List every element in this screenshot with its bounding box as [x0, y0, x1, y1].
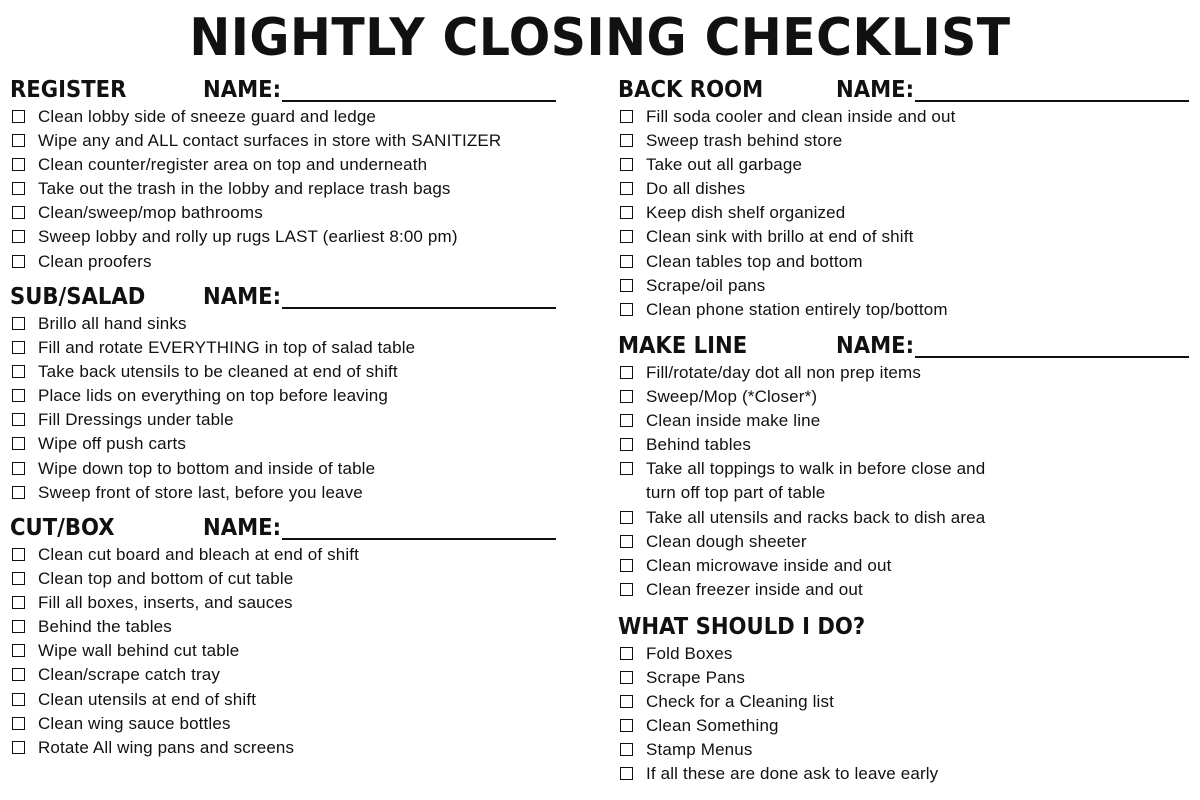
section-header	[10, 75, 580, 105]
checkbox[interactable]	[620, 671, 633, 684]
checklist-item: Clean sink with brillo at end of shift	[618, 225, 1193, 249]
section-title-cut-box: CUT/BOX	[10, 515, 115, 541]
checklist-item: Check for a Cleaning list	[618, 690, 1193, 714]
checklist-item: Wipe wall behind cut table	[10, 639, 580, 663]
name-label: NAME:	[836, 77, 915, 103]
checklist-item: Clean wing sauce bottles	[10, 712, 580, 736]
name-label: NAME:	[203, 515, 282, 541]
checklist-item: Brillo all hand sinks	[10, 312, 580, 336]
checkbox[interactable]	[620, 583, 633, 596]
checklist-item: Clean tables top and bottom	[618, 250, 1193, 274]
checklist-item: Sweep trash behind store	[618, 129, 1193, 153]
checklist-item: Take out the trash in the lobby and replace trash bags	[10, 177, 580, 201]
section-header	[618, 612, 1193, 642]
checkbox[interactable]	[12, 693, 25, 706]
sub-salad-section	[10, 282, 580, 505]
checklist-item: Stamp Menus	[618, 738, 1193, 762]
checklist-item: Fill and rotate EVERYTHING in top of salad table	[10, 336, 580, 360]
what-should-i-do-section	[618, 612, 1193, 787]
checklist-item: Do all dishes	[618, 177, 1193, 201]
checkbox[interactable]	[12, 741, 25, 754]
checkbox[interactable]	[620, 303, 633, 316]
checkbox[interactable]	[620, 719, 633, 732]
checkbox[interactable]	[12, 486, 25, 499]
checkbox[interactable]	[620, 559, 633, 572]
name-field-cut-box[interactable]	[282, 538, 556, 540]
checklist-item: Rotate All wing pans and screens	[10, 736, 580, 760]
checklist-item: Sweep front of store last, before you leave	[10, 481, 580, 505]
item-text-line1: Take all toppings to walk in before close and	[646, 459, 986, 479]
checkbox[interactable]	[620, 110, 633, 123]
checkbox[interactable]	[620, 182, 633, 195]
checklist-item: Wipe any and ALL contact surfaces in store with SANITIZER	[10, 129, 580, 153]
checklist-item: Scrape Pans	[618, 666, 1193, 690]
make-line-section	[618, 331, 1193, 602]
back-room-section	[618, 75, 1193, 322]
checkbox[interactable]	[12, 437, 25, 450]
checklist-item	[618, 457, 1193, 505]
name-label: NAME:	[836, 333, 915, 359]
section-header	[618, 75, 1193, 105]
checkbox[interactable]	[12, 644, 25, 657]
cut-box-section	[10, 513, 580, 760]
checklist-item: Sweep/Mop (*Closer*)	[618, 385, 1193, 409]
checklist-item: Wipe down top to bottom and inside of table	[10, 457, 580, 481]
checkbox[interactable]	[12, 668, 25, 681]
checkbox[interactable]	[12, 548, 25, 561]
checklist-item: Wipe off push carts	[10, 432, 580, 456]
checklist-item: Fill soda cooler and clean inside and out	[618, 105, 1193, 129]
checklist-item: Keep dish shelf organized	[618, 201, 1193, 225]
name-field-back-room[interactable]	[915, 100, 1189, 102]
checkbox[interactable]	[12, 230, 25, 243]
checkbox[interactable]	[12, 462, 25, 475]
checklist-item: Clean proofers	[10, 250, 580, 274]
checkbox[interactable]	[620, 695, 633, 708]
section-title-what-should-i-do: WHAT SHOULD I DO?	[618, 614, 866, 640]
checklist-item: Clean/sweep/mop bathrooms	[10, 201, 580, 225]
checklist-item: Clean Something	[618, 714, 1193, 738]
checkbox[interactable]	[620, 206, 633, 219]
checklist-item: Clean inside make line	[618, 409, 1193, 433]
checklist-item: Clean microwave inside and out	[618, 554, 1193, 578]
checklist-item: Take out all garbage	[618, 153, 1193, 177]
checklist-item: If all these are done ask to leave early	[618, 762, 1193, 786]
section-title-sub-salad: SUB/SALAD	[10, 284, 146, 310]
name-field-sub-salad[interactable]	[282, 307, 556, 309]
checkbox[interactable]	[12, 596, 25, 609]
checklist-item: Fold Boxes	[618, 642, 1193, 666]
checkbox[interactable]	[12, 317, 25, 330]
checklist-item: Clean cut board and bleach at end of shift	[10, 543, 580, 567]
checkbox[interactable]	[620, 743, 633, 756]
checkbox[interactable]	[12, 620, 25, 633]
section-header	[10, 282, 580, 312]
checklist-item: Fill Dressings under table	[10, 408, 580, 432]
name-field-register[interactable]	[282, 100, 556, 102]
checkbox[interactable]	[12, 110, 25, 123]
checklist-item: Take back utensils to be cleaned at end of shift	[10, 360, 580, 384]
name-label: NAME:	[203, 77, 282, 103]
checkbox[interactable]	[12, 158, 25, 171]
checkbox[interactable]	[620, 414, 633, 427]
checklist-item: Place lids on everything on top before leaving	[10, 384, 580, 408]
checkbox[interactable]	[12, 717, 25, 730]
checkbox[interactable]	[12, 341, 25, 354]
item-text-line2: turn off top part of table	[646, 483, 826, 503]
checkbox[interactable]	[620, 230, 633, 243]
checkbox[interactable]	[620, 390, 633, 403]
checkbox[interactable]	[12, 182, 25, 195]
name-label: NAME:	[203, 284, 282, 310]
checkbox[interactable]	[620, 255, 633, 268]
section-header	[10, 513, 580, 543]
checkbox[interactable]	[12, 365, 25, 378]
checkbox[interactable]	[620, 366, 633, 379]
checklist-item: Clean dough sheeter	[618, 530, 1193, 554]
checklist-item: Fill/rotate/day dot all non prep items	[618, 361, 1193, 385]
checklist-item: Clean utensils at end of shift	[10, 688, 580, 712]
checkbox[interactable]	[12, 572, 25, 585]
checkbox[interactable]	[620, 279, 633, 292]
checkbox[interactable]	[12, 413, 25, 426]
checklist-item: Clean/scrape catch tray	[10, 663, 580, 687]
checkbox[interactable]	[12, 389, 25, 402]
checkbox[interactable]	[620, 134, 633, 147]
checklist-item: Sweep lobby and rolly up rugs LAST (earliest 8:00 pm)	[10, 225, 580, 249]
checklist-item: Fill all boxes, inserts, and sauces	[10, 591, 580, 615]
section-header	[618, 331, 1193, 361]
checkbox[interactable]	[620, 158, 633, 171]
checklist-item: Behind the tables	[10, 615, 580, 639]
checkbox[interactable]	[12, 255, 25, 268]
checkbox[interactable]	[620, 767, 633, 780]
checkbox[interactable]	[12, 206, 25, 219]
section-title-make-line: MAKE LINE	[618, 333, 748, 359]
name-field-make-line[interactable]	[915, 356, 1189, 358]
checkbox[interactable]	[620, 462, 633, 475]
checklist-item: Clean counter/register area on top and underneath	[10, 153, 580, 177]
section-title-register: REGISTER	[10, 77, 127, 103]
checkbox[interactable]	[620, 438, 633, 451]
checkbox[interactable]	[620, 511, 633, 524]
checkbox[interactable]	[620, 647, 633, 660]
page-title: NIGHTLY CLOSING CHECKLIST	[189, 8, 1011, 68]
checkbox[interactable]	[12, 134, 25, 147]
checkbox[interactable]	[620, 535, 633, 548]
checklist-item: Clean freezer inside and out	[618, 578, 1193, 602]
checklist-item: Scrape/oil pans	[618, 274, 1193, 298]
checklist-item: Behind tables	[618, 433, 1193, 457]
section-title-back-room: BACK ROOM	[618, 77, 764, 103]
checklist-item: Clean top and bottom of cut table	[10, 567, 580, 591]
register-section	[10, 75, 580, 274]
checklist-item: Take all utensils and racks back to dish area	[618, 506, 1193, 530]
checklist-item: Clean lobby side of sneeze guard and ledge	[10, 105, 580, 129]
checklist-item: Clean phone station entirely top/bottom	[618, 298, 1193, 322]
